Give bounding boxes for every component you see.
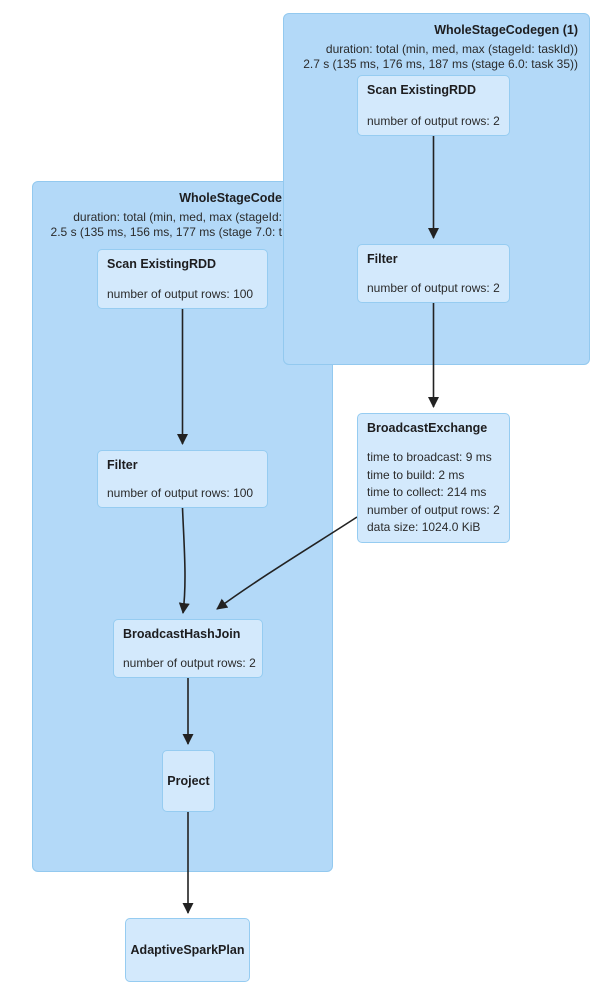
duration-label: duration: total (min, med, max (stageId: taskId)) — [325, 42, 578, 56]
node-metric: time to collect: 214 ms — [367, 485, 487, 499]
node-title: AdaptiveSparkPlan — [130, 943, 245, 957]
plan-node-adaptivesparkplan[interactable] — [125, 918, 250, 982]
node-metric: number of output rows: 2 — [367, 114, 500, 128]
plan-node-scan-existingrdd-2[interactable] — [97, 249, 268, 309]
node-metric: number of output rows: 2 — [367, 502, 500, 517]
node-metric: time to build: 2 ms — [367, 467, 465, 482]
plan-node-project[interactable] — [162, 750, 215, 812]
plan-node-filter-2[interactable] — [97, 450, 268, 508]
plan-node-broadcasthashjoin[interactable] — [113, 619, 263, 678]
node-title: Filter — [367, 252, 398, 266]
duration-label: duration: total (min, med, max (stageId: — [73, 210, 282, 224]
node-title: Scan ExistingRDD — [107, 257, 217, 271]
node-metric: number of output rows: 2 — [123, 656, 256, 670]
node-metric: number of output rows: 100 — [107, 287, 254, 301]
plan-node-scan-existingrdd-1[interactable] — [357, 75, 510, 136]
duration-value: 2.5 s (135 ms, 156 ms, 177 ms (stage 7.0: t — [50, 225, 282, 239]
plan-node-filter-1[interactable] — [357, 244, 510, 303]
cluster-title: WholeStageCodegen (1) — [434, 23, 578, 37]
node-title: BroadcastHashJoin — [123, 627, 241, 641]
node-metric: number of output rows: 100 — [107, 486, 254, 500]
node-title: BroadcastExchange — [367, 421, 488, 435]
node-title: Scan ExistingRDD — [367, 83, 477, 97]
node-title: Project — [167, 774, 210, 788]
node-title: Filter — [107, 458, 138, 472]
cluster-duration — [284, 42, 578, 72]
cluster-header — [284, 14, 589, 72]
duration-value: 2.7 s (135 ms, 176 ms, 187 ms (stage 6.0: task 35)) — [303, 57, 578, 71]
cluster-wholestagecodegen-1[interactable] — [283, 13, 590, 365]
cluster-duration — [33, 210, 282, 240]
cluster-title: WholeStageCode — [179, 191, 282, 205]
node-metric: data size: 1024.0 KiB — [367, 520, 481, 534]
node-metrics — [367, 449, 500, 537]
plan-node-broadcastexchange[interactable] — [357, 413, 510, 543]
node-metric: time to broadcast: 9 ms — [367, 450, 492, 464]
node-metric: number of output rows: 2 — [367, 281, 500, 295]
